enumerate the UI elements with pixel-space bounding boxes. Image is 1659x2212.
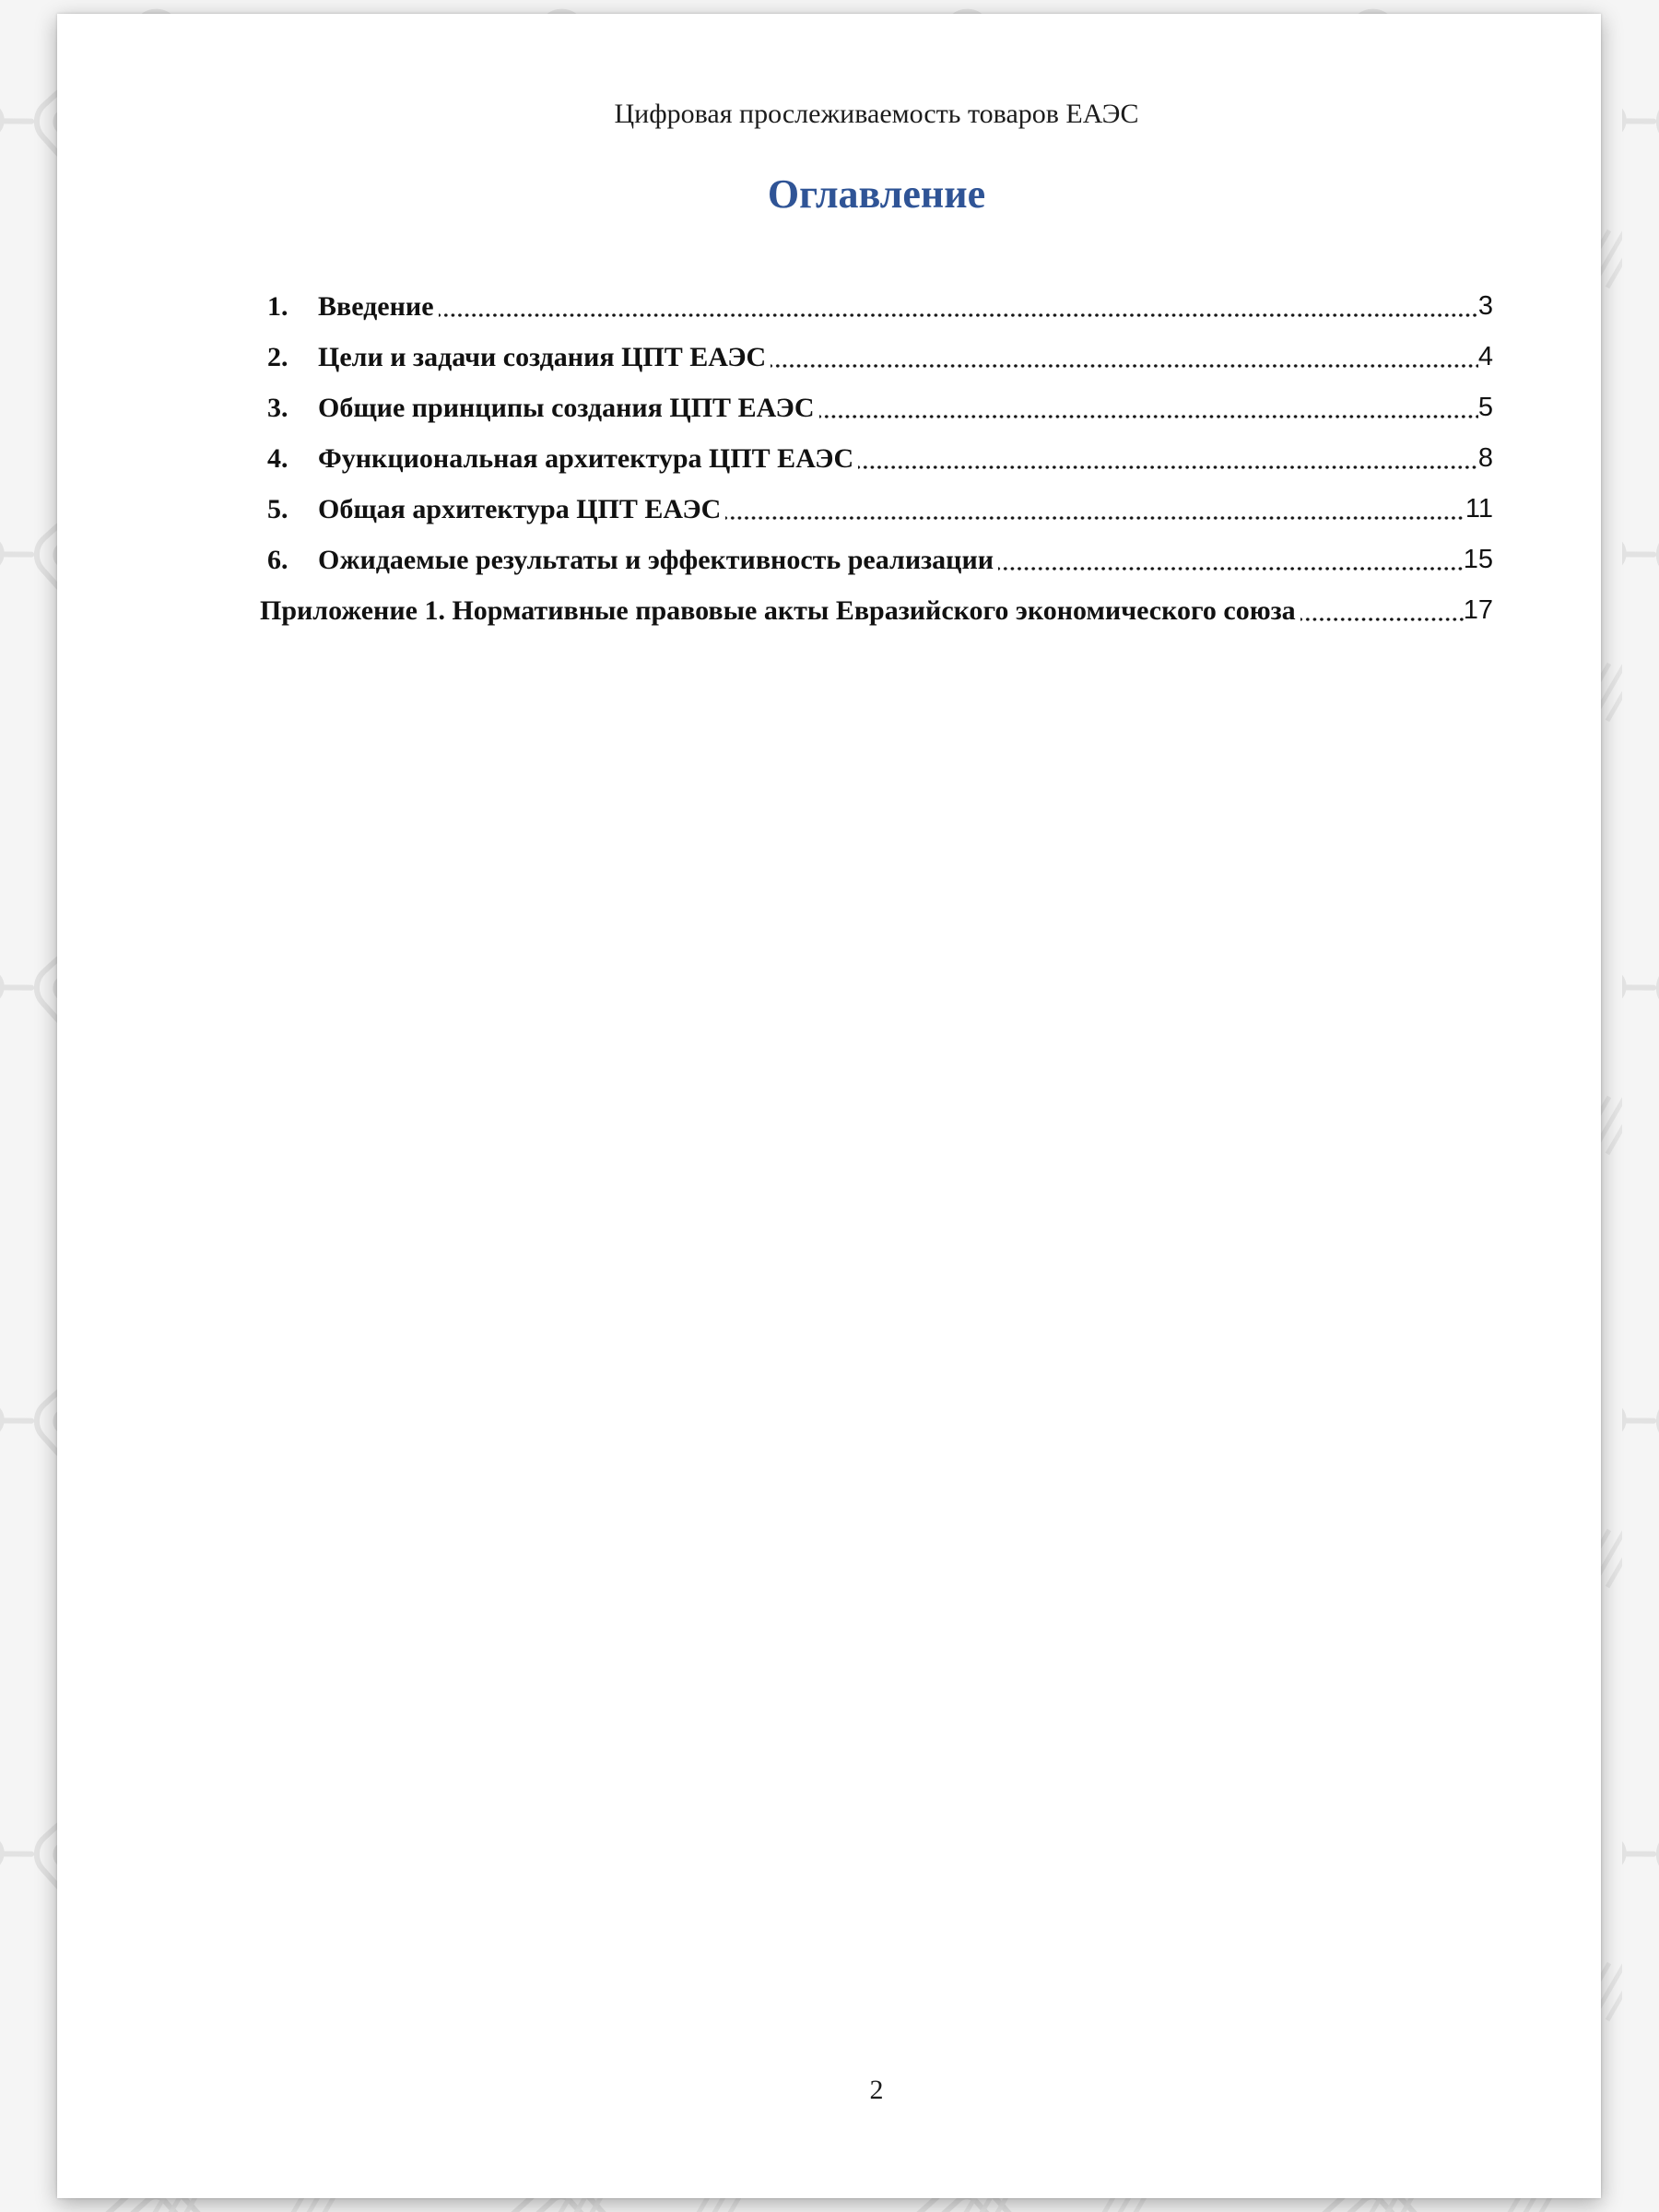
toc-entry-number: 4. <box>267 443 288 474</box>
dot-leader <box>439 281 1478 332</box>
toc-entry-label: Введение <box>318 291 434 322</box>
toc-entry-page: 15 <box>1463 545 1493 574</box>
toc-entry-number: 2. <box>267 342 288 372</box>
toc-row[interactable] <box>260 585 1493 636</box>
toc-entry-number: 3. <box>267 393 288 423</box>
toc-entry-label: Ожидаемые результаты и эффективность реализации <box>318 545 994 575</box>
dot-leader <box>858 433 1478 484</box>
dot-leader <box>1300 585 1464 636</box>
document-header: Цифровая прослеживаемость товаров ЕАЭС <box>614 99 1139 129</box>
toc-entry-page: 11 <box>1465 494 1493 524</box>
toc-entry-page: 17 <box>1463 595 1493 625</box>
toc-entry-page: 4 <box>1477 342 1493 371</box>
toc-entry-label: Общая архитектура ЦПТ ЕАЭС <box>318 494 722 524</box>
dot-leader <box>771 332 1478 382</box>
toc-entry-number: 1. <box>267 291 288 322</box>
toc-entry-label: Цели и задачи создания ЦПТ ЕАЭС <box>318 342 767 372</box>
toc-entry-page: 8 <box>1477 443 1493 473</box>
dot-leader <box>819 382 1478 433</box>
toc-entry-number: 5. <box>267 494 288 524</box>
dot-leader <box>998 535 1464 585</box>
document-page <box>57 14 1601 2198</box>
toc-row[interactable] <box>260 484 1493 535</box>
toc-entry-page: 5 <box>1477 393 1493 422</box>
page-title: Оглавление <box>767 171 986 217</box>
toc-row[interactable] <box>260 281 1493 332</box>
toc-list <box>260 281 1493 636</box>
toc-entry-number: 6. <box>267 545 288 575</box>
page-number: 2 <box>869 2075 884 2105</box>
toc-row[interactable] <box>260 535 1493 585</box>
toc-entry-label: Приложение 1. Нормативные правовые акты Евразийского экономического союза <box>260 595 1296 626</box>
toc-entry-page: 3 <box>1477 291 1493 321</box>
toc-row[interactable] <box>260 332 1493 382</box>
toc-row[interactable] <box>260 382 1493 433</box>
toc-row[interactable] <box>260 433 1493 484</box>
toc-entry-label: Функциональная архитектура ЦПТ ЕАЭС <box>318 443 854 474</box>
toc-entry-label: Общие принципы создания ЦПТ ЕАЭС <box>318 393 815 423</box>
dot-leader <box>725 484 1465 535</box>
